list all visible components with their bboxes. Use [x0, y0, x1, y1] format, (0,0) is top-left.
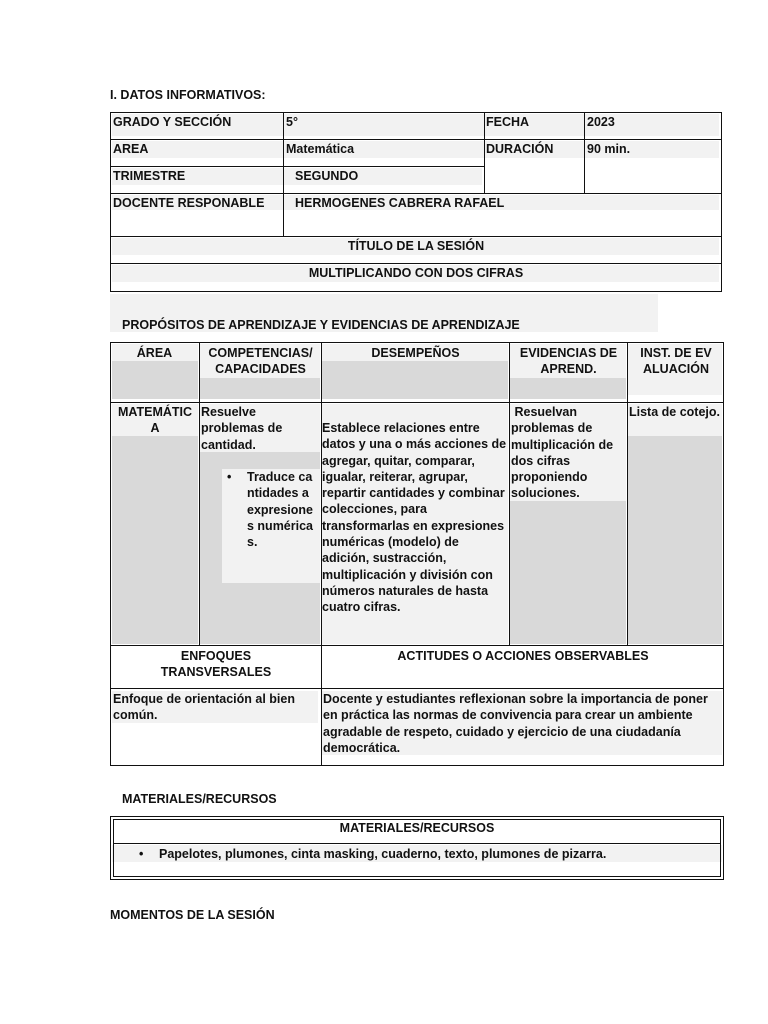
actitudes-header: ACTITUDES O ACCIONES OBSERVABLES: [397, 649, 649, 663]
row-evidencia: Resuelvan problemas de multiplicación de dos cifras proponiendo soluciones.: [511, 405, 617, 501]
materials-header: MATERIALES/RECURSOS: [339, 821, 495, 835]
docente-label: DOCENTE RESPONABLE: [113, 196, 265, 210]
row-area: MATEMÁTICA: [117, 405, 193, 436]
row-capacidad: • Traduce cantidades a expresiones numéricas.: [247, 469, 319, 550]
fecha-value: 2023: [587, 115, 615, 129]
header-desempenos: DESEMPEÑOS: [371, 346, 460, 360]
row-instrumento: Lista de cotejo.: [629, 405, 720, 419]
area-label: AREA: [113, 142, 149, 156]
section-heading-momentos: MOMENTOS DE LA SESIÓN: [110, 908, 275, 922]
duracion-value: 90 min.: [587, 142, 631, 156]
duracion-label: DURACIÓN: [486, 142, 554, 156]
enfoque-value: Enfoque de orientación al bien común.: [113, 692, 299, 723]
row-competencia: Resuelve problemas de cantidad.: [201, 405, 286, 452]
header-competencias: COMPETENCIAS/ CAPACIDADES: [208, 346, 317, 377]
row-desempeno: Establece relaciones entre datos y una o más acciones de agregar, quitar, comparar, igualar, reiterar, agrupar, repartir cantidades y combinar colecciones, para transformarlas en expresiones numéricas (modelo) de adición, sustracción, multiplicación y división con números naturales de hasta cuatro cifras.: [322, 421, 510, 615]
trimestre-value: SEGUNDO: [295, 169, 359, 183]
materials-item: • Papelotes, plumones, cinta masking, cuaderno, texto, plumones de pizarra.: [159, 846, 719, 862]
header-evidencias: EVIDENCIAS DE APREND.: [519, 346, 621, 377]
enfoques-header: ENFOQUES TRANSVERSALES: [160, 649, 272, 680]
docente-value: HERMOGENES CABRERA RAFAEL: [295, 196, 505, 210]
actitud-value: Docente y estudiantes reflexionan sobre la importancia de poner en práctica las normas de convivencia para crear un ambiente agradable de respeto, cuidado y ejercicio de una ciudadanía democrática.: [323, 692, 712, 755]
header-area: ÁREA: [136, 346, 173, 360]
grado-label: GRADO Y SECCIÓN: [113, 115, 232, 129]
fecha-label: FECHA: [486, 115, 530, 129]
titulo-value: MULTIPLICANDO CON DOS CIFRAS: [308, 266, 524, 280]
trimestre-label: TRIMESTRE: [113, 169, 186, 183]
area-value: Matemática: [286, 142, 355, 156]
header-inst: INST. DE EVALUACIÓN: [640, 346, 712, 377]
section-heading-propositos: PROPÓSITOS DE APRENDIZAJE Y EVIDENCIAS DE APRENDIZAJE: [122, 318, 520, 332]
section-heading-datos: I. DATOS INFORMATIVOS:: [110, 88, 266, 102]
grado-value: 5°: [286, 115, 298, 129]
section-heading-materiales: MATERIALES/RECURSOS: [122, 792, 277, 806]
titulo-label: TÍTULO DE LA SESIÓN: [347, 239, 485, 253]
